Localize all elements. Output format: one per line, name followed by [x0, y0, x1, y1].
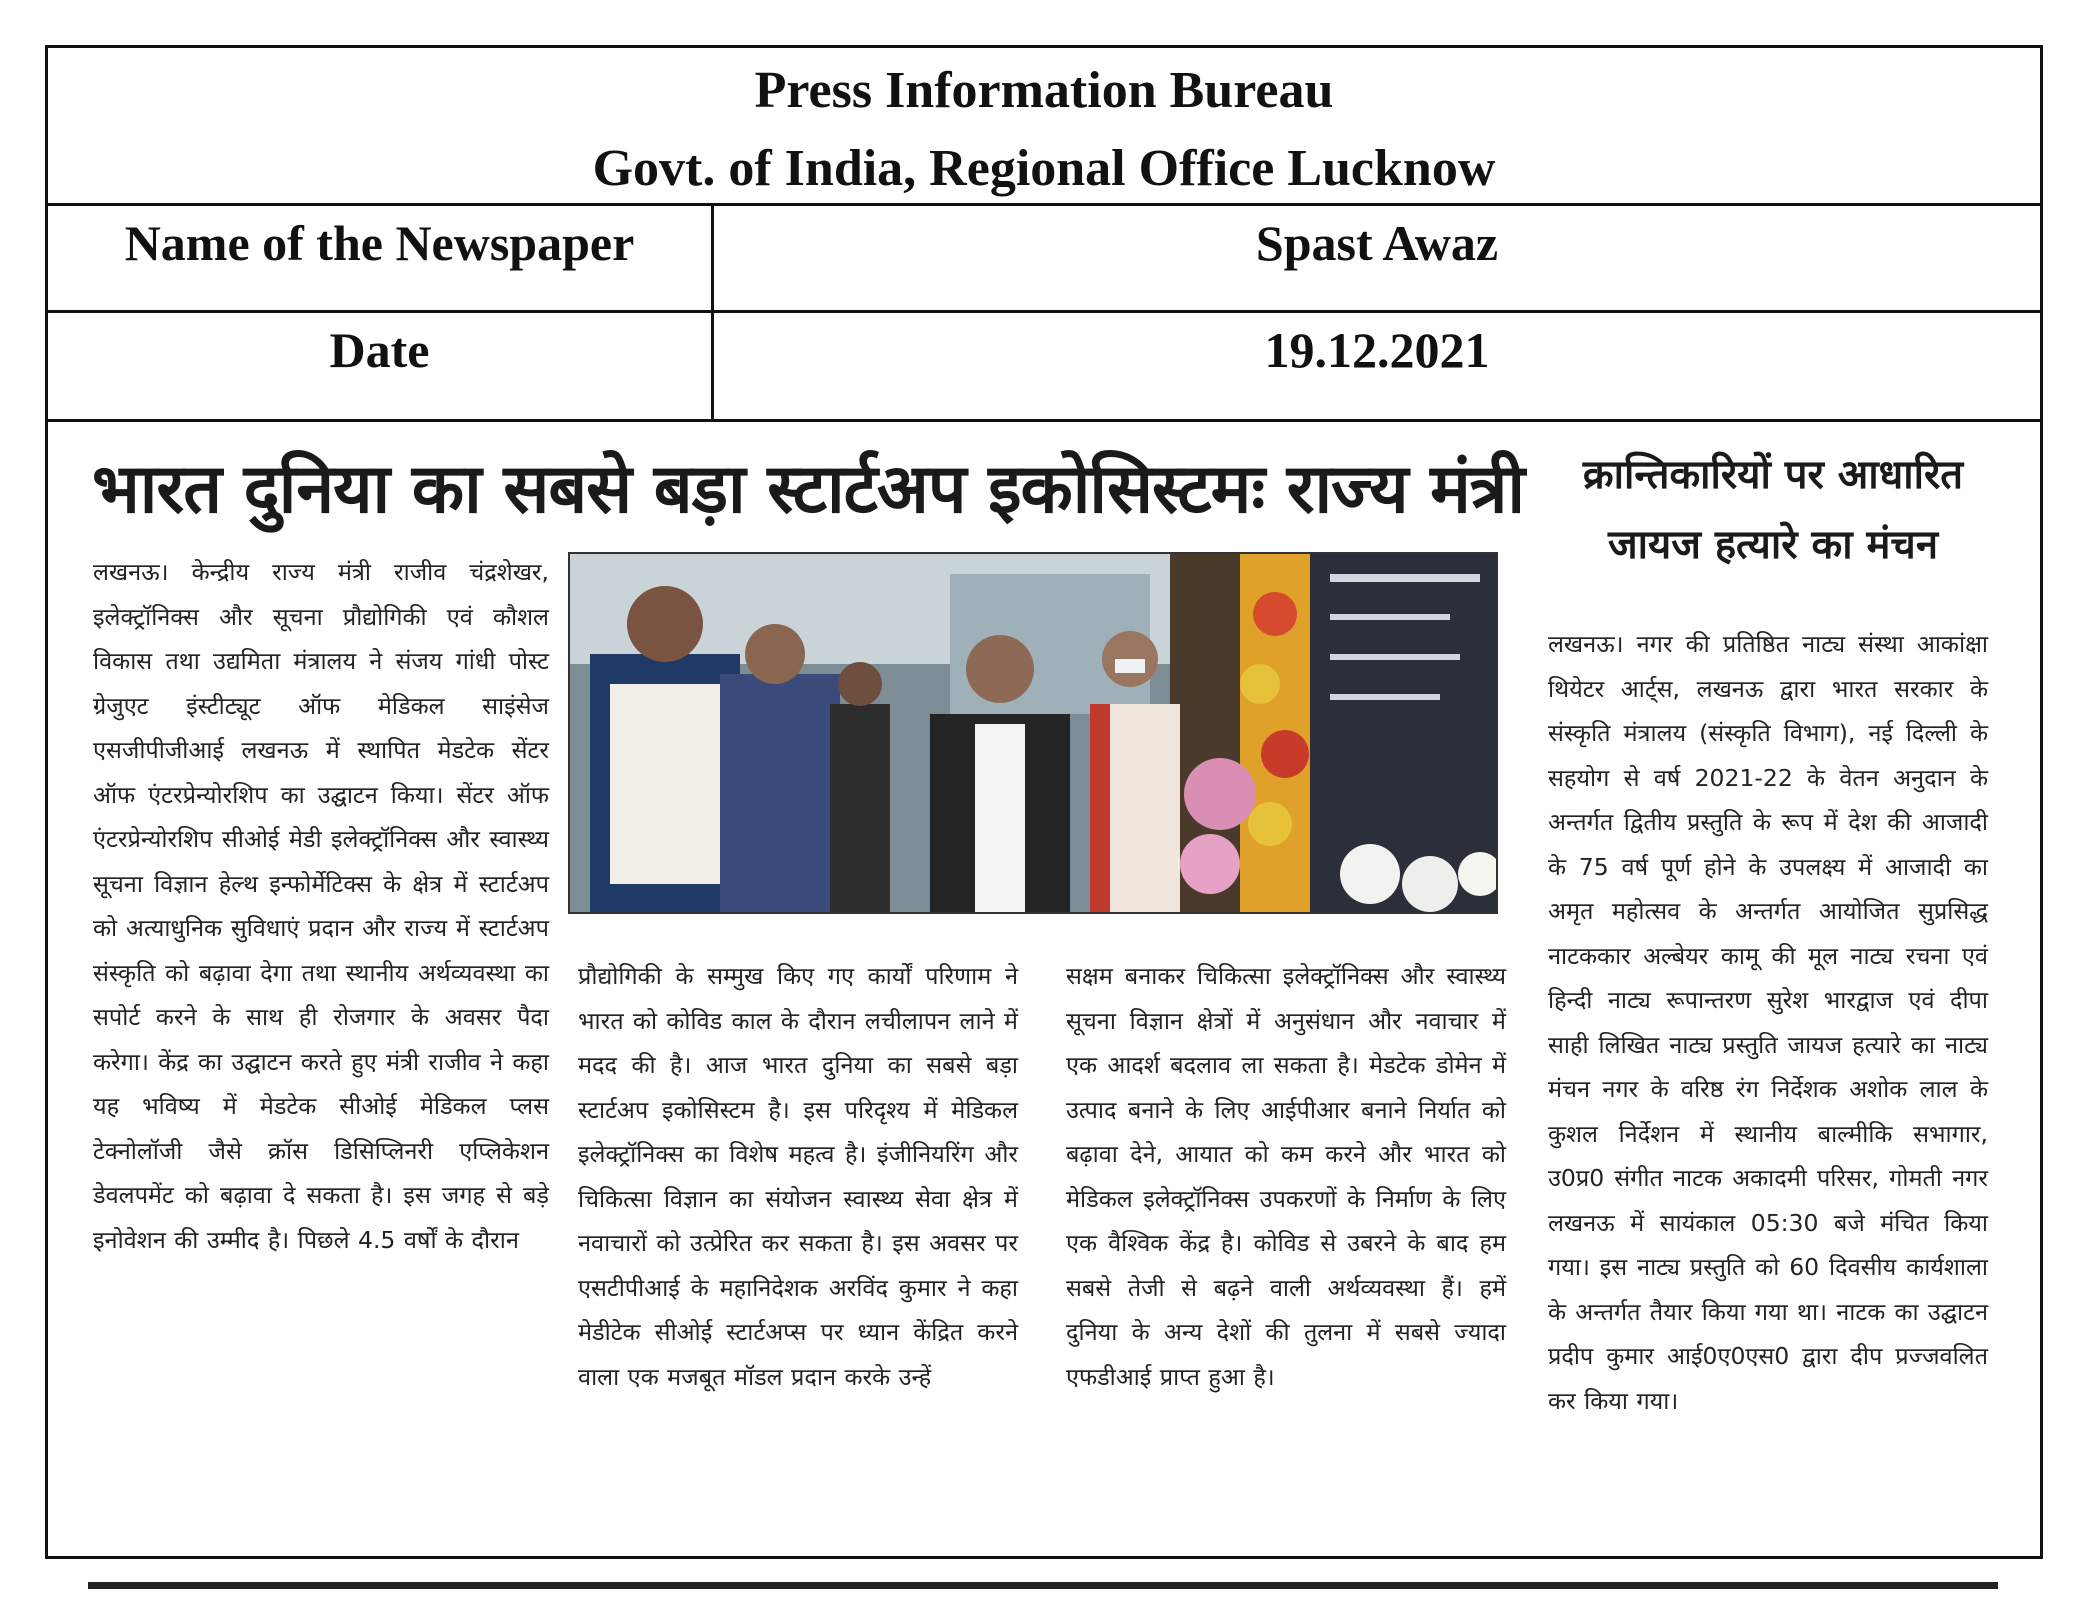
article-column-1: लखनऊ। केन्द्रीय राज्य मंत्री राजीव चंद्रशेखर, इलेक्ट्रॉनिक्स और सूचना प्रौद्योगिकी एवं कौशल विकास तथा उद्यमिता मंत्रालय ने संजय गांधी पोस्ट ग्रेजुएट इंस्टीट्यूट ऑफ मेडिकल साइंसेज एसजीपीजीआई लखनऊ में स्थापित मेडटेक सेंटर ऑफ एंटरप्रेन्योरशिप का उद्घाटन किया। सेंटर ऑफ एंटरप्रेन्योरशिप सीओई मेडी इलेक्ट्रॉनिक्स और स्वास्थ्य सूचना विज्ञान हेल्थ इन्फोर्मेटिक्स के क्षेत्र में स्टार्टअप को अत्याधुनिक सुविधाएं प्रदान और राज्य में स्टार्टअप संस्कृति को बढ़ावा देगा तथा स्थानीय अर्थव्यवस्था का सपोर्ट करने के साथ ही रोजगार के अवसर पैदा करेगा। केंद्र का उद्घाटन करते हुए मंत्री राजीव ने कहा यह भविष्य में मेडटेक सीओई मेडिकल प्लस टेक्नोलॉजी जैसे क्रॉस डिसिप्लिनरी एप्लिकेशन डेवलपमेंट को बढ़ावा दे सकता है। इस जगह से बड़े इनोवेशन की उम्मीद है। पिछले 4.5 वर्षों के दौरान [93, 558, 549, 1254]
bureau-office: Govt. of India, Regional Office Lucknow [592, 140, 1496, 197]
clipping-headline: भारत दुनिया का सबसे बड़ा स्टार्टअप इकोसिस्टमः राज्य मंत्री [92, 450, 1524, 529]
side-headline-line2: जायज हत्यारे का मंचन [1607, 522, 1939, 568]
bureau-title: Press Information Bureau [754, 62, 1334, 119]
bureau-header [48, 48, 2040, 206]
newspaper-row [48, 206, 2040, 313]
document-frame [45, 45, 2043, 1559]
photo-illustration [570, 554, 1496, 912]
date-value: 19.12.2021 [1264, 322, 1490, 378]
date-row [48, 313, 2040, 422]
side-headline-line1: क्रान्तिकारियों पर आधारित [1582, 452, 1964, 498]
side-article-body: लखनऊ। नगर की प्रतिष्ठित नाट्य संस्था आकांक्षा थियेटर आर्ट्स, लखनऊ द्वारा भारत सरकार के संस्कृति मंत्रालय (संस्कृति विभाग), नई दिल्ली के सहयोग से वर्ष 2021-22 के वेतन अनुदान के अन्तर्गत द्वितीय प्रस्तुति के रूप में देश की आजादी के 75 वर्ष पूर्ण होने के उपलक्ष्य में आजादी का अमृत महोत्सव के अन्तर्गत आयोजित सुप्रसिद्ध नाटककार अल्बेयर कामू की मूल नाट्य रचना एवं हिन्दी नाट्य रूपान्तरण सुरेश भारद्वाज एवं दीपा साही लिखित नाट्य प्रस्तुति जायज हत्यारे का नाट्य मंचन नगर के वरिष्ठ रंग निर्देशक अशोक लाल के कुशल निर्देशन में स्थानीय बाल्मीकि सभागार, उ0प्र0 संगीत नाटक अकादमी परिसर, गोमती नगर लखनऊ में सायंकाल 05:30 बजे मंचित किया गया। इस नाट्य प्रस्तुति को 60 दिवसीय कार्यशाला के अन्तर्गत तैयार किया गया था। नाटक का उद्घाटन प्रदीप कुमार आई0ए0एस0 द्वारा दीप प्रज्जवलित कर किया गया। [1548, 630, 1988, 1415]
newspaper-value: Spast Awaz [1255, 215, 1499, 271]
article-column-2: प्रौद्योगिकी के सम्मुख किए गए कार्यों परिणाम ने भारत को कोविड काल के दौरान लचीलापन लाने में मदद की है। आज भारत दुनिया का सबसे बड़ा स्टार्टअप इकोसिस्टम है। इस परिदृश्य में मेडिकल इलेक्ट्रॉनिक्स का विशेष महत्व है। इंजीनियरिंग और चिकित्सा विज्ञान का संयोजन स्वास्थ्य सेवा क्षेत्र में नवाचारों को उत्प्रेरित कर सकता है। इस अवसर पर एसटीपीआई के महानिदेशक अरविंद कुमार ने कहा मेडीटेक सीओई स्टार्टअप्स पर ध्यान केंद्रित करने वाला एक मजबूत मॉडल प्रदान करके उन्हें [578, 962, 1018, 1391]
newspaper-label: Name of the Newspaper [48, 206, 714, 310]
news-clipping [48, 422, 2040, 1556]
clipping-bottom-rule [88, 1582, 1998, 1589]
date-label: Date [48, 313, 714, 419]
event-photo [568, 552, 1498, 914]
article-column-3: सक्षम बनाकर चिकित्सा इलेक्ट्रॉनिक्स और स्वास्थ्य सूचना विज्ञान क्षेत्रों में अनुसंधान और नवाचार में एक आदर्श बदलाव ला सकता है। मेडटेक डोमेन में उत्पाद बनाने के लिए आईपीआर बनाने निर्यात को बढ़ावा देने, आयात को कम करने और भारत को मेडिकल इलेक्ट्रॉनिक्स उपकरणों के निर्माण के लिए एक वैश्विक केंद्र है। कोविड से उबरने के बाद हम सबसे तेजी से बढ़ने वाली अर्थव्यवस्था हैं। हमें दुनिया के अन्य देशों की तुलना में सबसे ज्यादा एफडीआई प्राप्त हुआ है। [1066, 962, 1506, 1391]
side-article-headline [1548, 440, 1998, 580]
